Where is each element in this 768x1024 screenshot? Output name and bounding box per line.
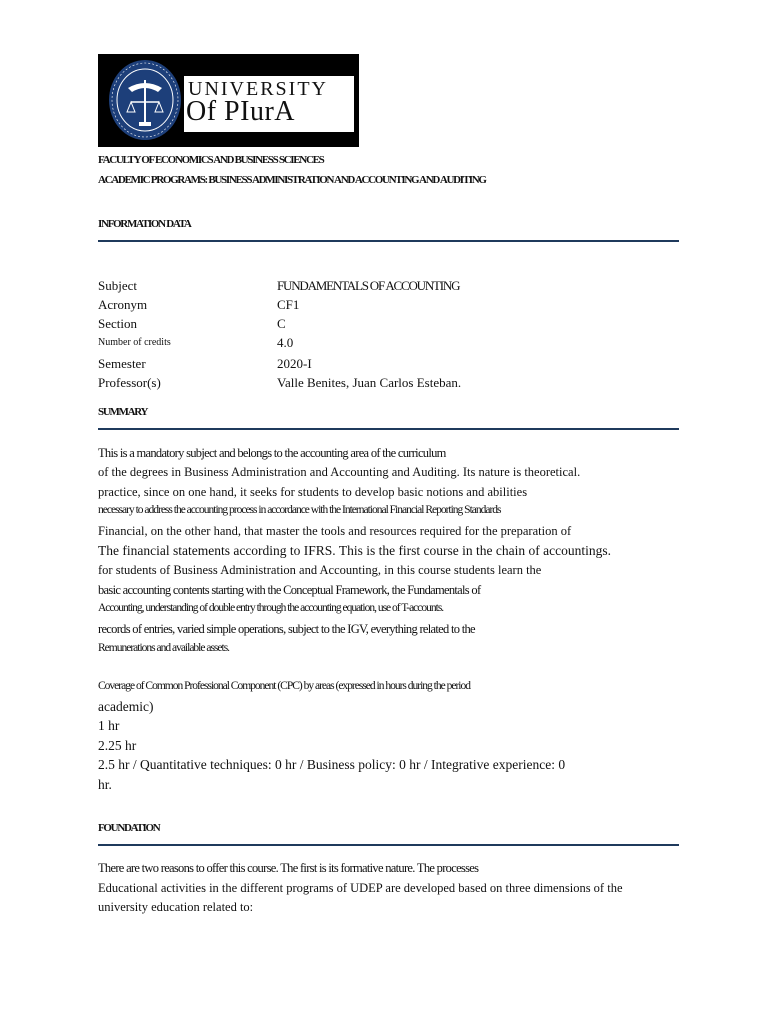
summary-line: Financial, on the other hand, that master the tools and resources required for the preparation of: [98, 524, 572, 538]
info-label: Professor(s): [98, 375, 161, 390]
summary-line: Remunerations and available assets.: [98, 642, 230, 654]
summary-line: This is a mandatory subject and belongs to the accounting area of the curriculum: [98, 446, 446, 460]
info-label: Semester: [98, 356, 146, 371]
summary-line: for students of Business Administration and Accounting, in this course students learn the: [98, 563, 542, 577]
info-value: 2020-I: [277, 356, 312, 371]
summary-line: The financial statements according to IFRS. This is the first course in the chain of accountings.: [98, 543, 611, 558]
logo-text-box: [184, 76, 354, 132]
coverage-line: 1 hr: [98, 718, 120, 733]
foundation-line: There are two reasons to offer this course. The first is its formative nature. The processes: [98, 861, 479, 875]
section-divider: [98, 240, 679, 242]
section-divider: [98, 428, 679, 430]
summary-line: basic accounting contents starting with the Conceptual Framework, the Fundamentals of: [98, 583, 481, 597]
section-title-summary: SUMMARY: [98, 406, 148, 418]
coverage-line: academic): [98, 699, 154, 714]
logo-text-of-piura: Of PIurA: [186, 96, 295, 127]
university-seal-icon: [106, 58, 184, 142]
info-label: Section: [98, 316, 137, 331]
summary-line: of the degrees in Business Administration and Accounting and Auditing. Its nature is theoretical.: [98, 465, 581, 479]
info-label: Number of credits: [98, 337, 171, 348]
coverage-line: 2.5 hr / Quantitative techniques: 0 hr / Business policy: 0 hr / Integrative experience: 0: [98, 757, 566, 772]
program-line: ACADEMIC PROGRAMS: BUSINESS ADMINISTRATION AND ACCOUNTING AND AUDITING: [98, 174, 486, 186]
summary-line: necessary to address the accounting process in accordance with the International Financial Reporting Standards: [98, 504, 501, 516]
info-label: Subject: [98, 278, 137, 293]
coverage-line: 2.25 hr: [98, 738, 137, 753]
info-label: Acronym: [98, 297, 148, 312]
section-title-foundation: FOUNDATION: [98, 822, 160, 834]
summary-line: practice, since on one hand, it seeks for students to develop basic notions and abilities: [98, 485, 528, 499]
info-value: 4.0: [277, 335, 294, 350]
info-value: FUNDAMENTALS OF ACCOUNTING: [277, 278, 460, 293]
faculty-line: FACULTY OF ECONOMICS AND BUSINESS SCIENCES: [98, 154, 324, 166]
summary-line: Accounting, understanding of double entry through the accounting equation, use of T-accounts.: [98, 602, 444, 614]
summary-line: records of entries, varied simple operations, subject to the IGV, everything related to the: [98, 622, 475, 636]
section-title-info: INFORMATION DATA: [98, 218, 191, 230]
coverage-line: hr.: [98, 777, 112, 792]
logo-text-university: UNIVERSITY: [188, 78, 328, 100]
section-divider: [98, 844, 679, 846]
foundation-line: university education related to:: [98, 900, 254, 914]
info-value: CF1: [277, 297, 300, 312]
foundation-line: Educational activities in the different programs of UDEP are developed based on three dimensions of the: [98, 881, 623, 895]
info-value: C: [277, 316, 286, 331]
coverage-line: Coverage of Common Professional Component (CPC) by areas (expressed in hours during the period: [98, 680, 470, 692]
university-logo: [98, 54, 359, 147]
info-value: Valle Benites, Juan Carlos Esteban.: [277, 375, 462, 390]
